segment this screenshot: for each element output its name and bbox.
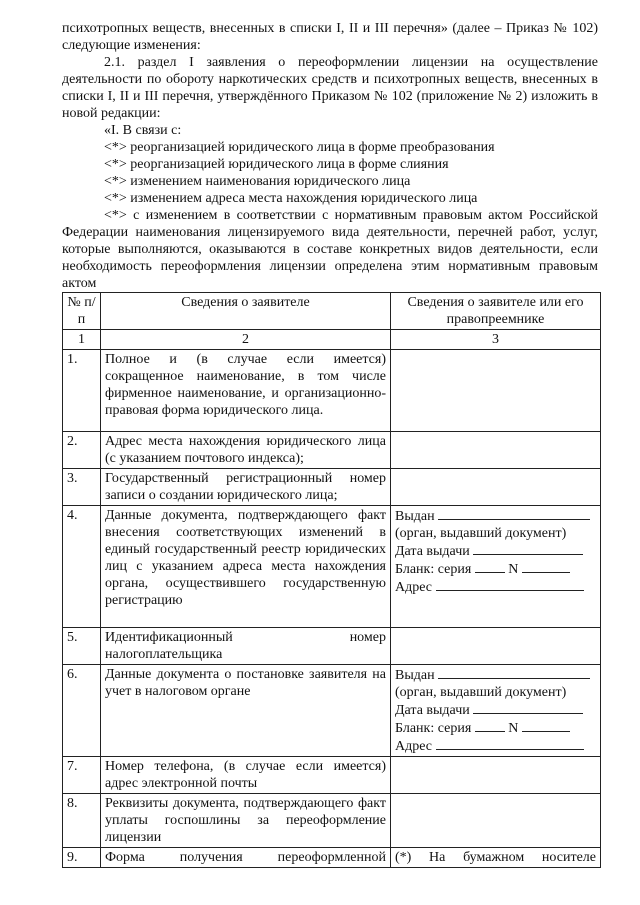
issue-date-label: Дата выдачи bbox=[395, 544, 470, 559]
option-item-last: <*> с изменением в соответствии с нормативным правовым актом Российской Федерации наименования лицензируемого вида деятельности, перечней работ, услуг, которые выполняются, оказываются в составе конкретных видов деятельности, если необходимость переоформления лицензии определена этим нормативным правовым актом bbox=[62, 208, 598, 291]
issued-field[interactable] bbox=[438, 666, 590, 679]
row-description: Данные документа, подтверждающего факт внесения соответствующих изменений в единый государственный реестр юридических лиц с указанием адреса места нахождения органа, осуществившего государственную регистрацию bbox=[101, 506, 391, 628]
issue-date-label: Дата выдачи bbox=[395, 703, 470, 718]
quote-start: «I. В связи с: bbox=[104, 123, 182, 138]
column-number-row bbox=[63, 330, 601, 350]
section-paragraph: 2.1. раздел I заявления о переоформлении лицензии на осуществление деятельности по обороту наркотических средств и психотропных веществ, внесенных в списки I, II и III перечня, утверждённого Приказом № 102 (приложение № 2) изложить в новой редакции: bbox=[62, 55, 598, 121]
table-row bbox=[63, 628, 601, 665]
address-field[interactable] bbox=[436, 578, 584, 591]
row-value[interactable] bbox=[391, 794, 601, 848]
row-description: Реквизиты документа, подтверждающего факт уплаты госпошлины за переоформление лицензии bbox=[101, 794, 391, 848]
table-row bbox=[63, 350, 601, 432]
table-row bbox=[63, 665, 601, 757]
row-value[interactable] bbox=[391, 350, 601, 432]
table-row bbox=[63, 469, 601, 506]
issued-field[interactable] bbox=[438, 507, 590, 520]
blank-number-field[interactable] bbox=[522, 560, 570, 573]
row-number: 2. bbox=[63, 432, 101, 469]
row-number: 4. bbox=[63, 506, 101, 628]
row-description: Номер телефона, (в случае если имеется) адрес электронной почты bbox=[101, 757, 391, 794]
delivery-option[interactable]: (*) На бумажном носителе bbox=[391, 848, 601, 868]
col-number: 1 bbox=[63, 330, 101, 350]
row-description: Государственный регистрационный номер записи о создании юридического лица; bbox=[101, 469, 391, 506]
row-description: Форма получения переоформленной bbox=[101, 848, 391, 868]
issue-date-field[interactable] bbox=[473, 701, 583, 714]
issue-date-field[interactable] bbox=[473, 542, 583, 555]
document-page bbox=[62, 20, 598, 868]
row-value[interactable] bbox=[391, 757, 601, 794]
address-label: Адрес bbox=[395, 580, 433, 595]
row-number: 1. bbox=[63, 350, 101, 432]
header-applicant: Сведения о заявителе bbox=[101, 293, 391, 330]
applicant-table bbox=[62, 292, 601, 868]
row-description: Полное и (в случае если имеется) сокращенное наименование, в том числе фирменное наименование, и организационно-правовая форма юридического лица. bbox=[101, 350, 391, 432]
row-description: Адрес места нахождения юридического лица (с указанием почтового индекса); bbox=[101, 432, 391, 469]
blank-number-field[interactable] bbox=[522, 719, 570, 732]
table-row bbox=[63, 848, 601, 868]
table-row bbox=[63, 506, 601, 628]
blank-n-label: N bbox=[508, 721, 519, 736]
row-description: Данные документа о постановке заявителя на учет в налоговом органе bbox=[101, 665, 391, 757]
address-label: Адрес bbox=[395, 739, 433, 754]
table-header-row bbox=[63, 293, 601, 330]
blank-series-field[interactable] bbox=[475, 719, 505, 732]
table-row bbox=[63, 794, 601, 848]
document-form bbox=[391, 506, 601, 628]
col-number: 3 bbox=[391, 330, 601, 350]
row-value[interactable] bbox=[391, 432, 601, 469]
col-number: 2 bbox=[101, 330, 391, 350]
blank-series-label: Бланк: серия bbox=[395, 721, 472, 736]
row-number: 8. bbox=[63, 794, 101, 848]
row-value[interactable] bbox=[391, 628, 601, 665]
row-description: Идентификационный номер налогоплательщика bbox=[101, 628, 391, 665]
header-number: № п/п bbox=[63, 293, 101, 330]
issuer-note: (орган, выдавший документ) bbox=[395, 685, 567, 700]
option-item: <*> реорганизацией юридического лица в форме слияния bbox=[104, 157, 449, 172]
header-successor: Сведения о заявителе или его правопреемнике bbox=[391, 293, 601, 330]
table-row bbox=[63, 432, 601, 469]
document-form-2 bbox=[391, 665, 601, 757]
address-field[interactable] bbox=[436, 737, 584, 750]
row-number: 9. bbox=[63, 848, 101, 868]
issued-label: Выдан bbox=[395, 668, 435, 683]
blank-series-label: Бланк: серия bbox=[395, 562, 472, 577]
intro-line: психотропных веществ, внесенных в списки I, II и III перечня» (далее – Приказ № 102) следующие изменения: bbox=[62, 21, 598, 53]
table-row bbox=[63, 757, 601, 794]
row-number: 3. bbox=[63, 469, 101, 506]
blank-n-label: N bbox=[508, 562, 519, 577]
blank-series-field[interactable] bbox=[475, 560, 505, 573]
row-number: 5. bbox=[63, 628, 101, 665]
issuer-note: (орган, выдавший документ) bbox=[395, 526, 567, 541]
option-item: <*> изменением адреса места нахождения юридического лица bbox=[104, 191, 478, 206]
option-item: <*> изменением наименования юридического лица bbox=[104, 174, 411, 189]
row-value[interactable] bbox=[391, 469, 601, 506]
option-item: <*> реорганизацией юридического лица в форме преобразования bbox=[104, 140, 495, 155]
row-number: 6. bbox=[63, 665, 101, 757]
row-number: 7. bbox=[63, 757, 101, 794]
issued-label: Выдан bbox=[395, 509, 435, 524]
